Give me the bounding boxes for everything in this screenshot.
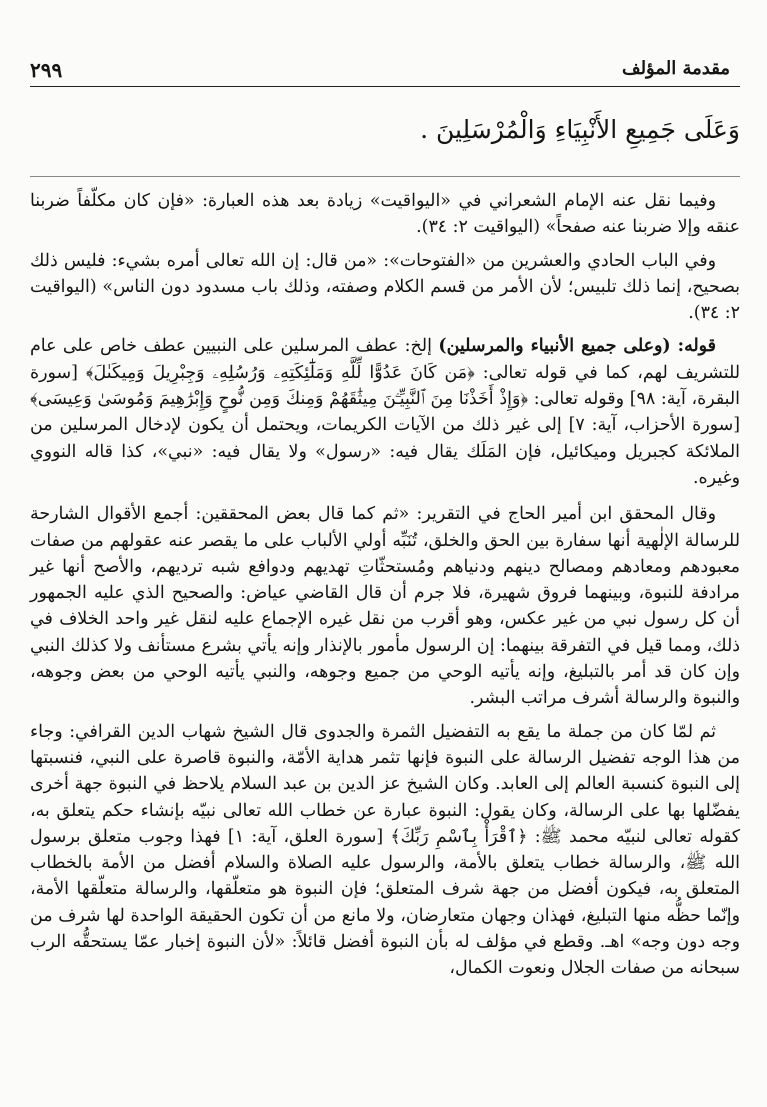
paragraph-4-text: وقال المحقق ابن أمير الحاج في التقرير: «ثم كما قال بعض المحققين: أجمع الأقوال الشارحة للرسالة الإلٰهية أنها سفارة بين الحق والخلق، تُنَبِّه أولي الألباب على ما يقصر عنه عقولهم من صفات معبودهم ومعادهم ومصالح دينهم ودنياهم ومُستحثّاتِ تهديهم ودوافع شبه ترديهم، والأصح أنها غير مرادفة للنبوة، وبينهما فروق شهيرة، فلا جرم أن قال القاضي عياض: والصحيح الذي عليه الجمهور أن كل رسول نبي من غير عكس، وهو أقرب من نقل غيره الإجماع عليه لنقل غير واحد الخلاف في ذلك، ومما قيل في التفرقة بينهما: إن الرسول مأمور بالإنذار وإنه يأتي بشرع مستأنف ولا كذلك النبي وإن كان قد أمر بالتبليغ، وإنه يأتيه الوحي من جميع وجوهه، والنبي يأتيه الوحي من بعض وجوهه، والنبوة والرسالة أشرف مراتب البشر.	[30, 504, 740, 709]
chapter-title: مقدمة المؤلف	[621, 58, 730, 79]
matn-text: وَعَلَى جَمِيعِ الأَنْبِيَاءِ وَالْمُرْسَلِينَ .	[420, 115, 740, 144]
paragraph-2	[30, 248, 740, 327]
paragraph-3	[30, 333, 740, 491]
separator-rule	[30, 176, 740, 177]
header-rule	[30, 86, 740, 87]
running-header	[30, 58, 730, 84]
paragraph-4	[30, 501, 740, 711]
page-number: ٢٩٩	[30, 58, 63, 82]
commentary-body	[30, 188, 740, 989]
paragraph-1	[30, 188, 740, 241]
paragraph-2-text: وفي الباب الحادي والعشرين من «الفتوحات»: «من قال: إن الله تعالى أمره بشيء: فليس ذلك بصحيح، إنما ذلك تلبيس؛ لأن الأمر من قسم الكلام وصفته، وذلك باب مسدود دون الناس» (اليواقيت ٢: ٣٤).	[30, 250, 740, 324]
paragraph-5-text: ثم لمّا كان من جملة ما يقع به التفضيل الثمرة والجدوى قال الشيخ شهاب الدين القرافي: وجاء من هذا الوجه تفضيل الرسالة على النبوة فإنها تثمر هداية الأمّة، والنبوة قاصرة على النبي، فنسبتها إلى النبوة كنسبة العالم إلى العابد. وكان الشيخ عز الدين بن عبد السلام يلاحظ في النبوة جهة أخرى يفضّلها بها على الرسالة، وكان يقول: النبوة عبارة عن خطاب الله تعالى نبيّه بإنشاء حكم يتعلق به، كقوله تعالى لنبيّه محمد ﷺ: ﴿ٱقْرَأْ بِٱسْمِ رَبِّكَ﴾ [سورة العلق، آية: ١] فهذا وجوب متعلق برسول الله ﷺ، والرسالة خطاب يتعلق بالأمة، والرسول عليه الصلاة والسلام أفضل من الأمة بالخطاب المتعلق به، فيكون أفضل من جهة شرف المتعلق؛ فإن النبوة هو متعلّقها، والرسالة متعلّقها الأمة، وإنّما حظُّه منها التبليغ، فهذان وجهان متعارضان، ولا مانع من أن تكون الحقيقة الواحدة لها شرف من وجه دون وجه» اهـ. وقطع في مؤلف له بأن النبوة أفضل قائلاً: «لأن النبوة إخبار عمّا يستحقُّه الرب سبحانه من صفات الجلال ونعوت الكمال،	[30, 721, 741, 979]
paragraph-5	[30, 719, 740, 982]
paragraph-3-lead: قوله: (وعلى جميع الأنبياء والمرسلين)	[438, 336, 716, 357]
paragraph-1-text: وفيما نقل عنه الإمام الشعراني في «اليواقيت» زيادة بعد هذه العبارة: «فإن كان مكلّفاً ضربنا عنقه وإلا ضربنا عنه صفحاً» (اليواقيت ٢: ٣٤).	[30, 191, 740, 238]
paragraph-3-text: إلخ: عطف المرسلين على النبيين عطف خاص على عام للتشريف لهم، كما في قوله تعالى: ﴿مَن كَانَ عَدُوًّا لِّلَّهِ وَمَلَٰٓئِكَتِهِۦ وَرُسُلِهِۦ وَجِبْرِيلَ وَمِيكَىٰلَ﴾ [سورة البقرة، آية: ٩٨] وقوله تعالى: ﴿وَإِذْ أَخَذْنَا مِنَ ٱلنَّبِيِّـۧنَ مِيثَٰقَهُمْ وَمِنكَ وَمِن نُّوحٍ وَإِبْرَٰهِيمَ وَمُوسَىٰ وَعِيسَى﴾ [سورة الأحزاب، آية: ٧] إلى غير ذلك من الآيات الكريمات، ويحتمل أن يكون لإدخال المرسلين من الملائكة كجبريل وميكائيل، فإن المَلَك يقال فيه: «رسول» ولا يقال فيه: «نبي»، كذا قاله النووي وغيره.	[30, 336, 741, 488]
